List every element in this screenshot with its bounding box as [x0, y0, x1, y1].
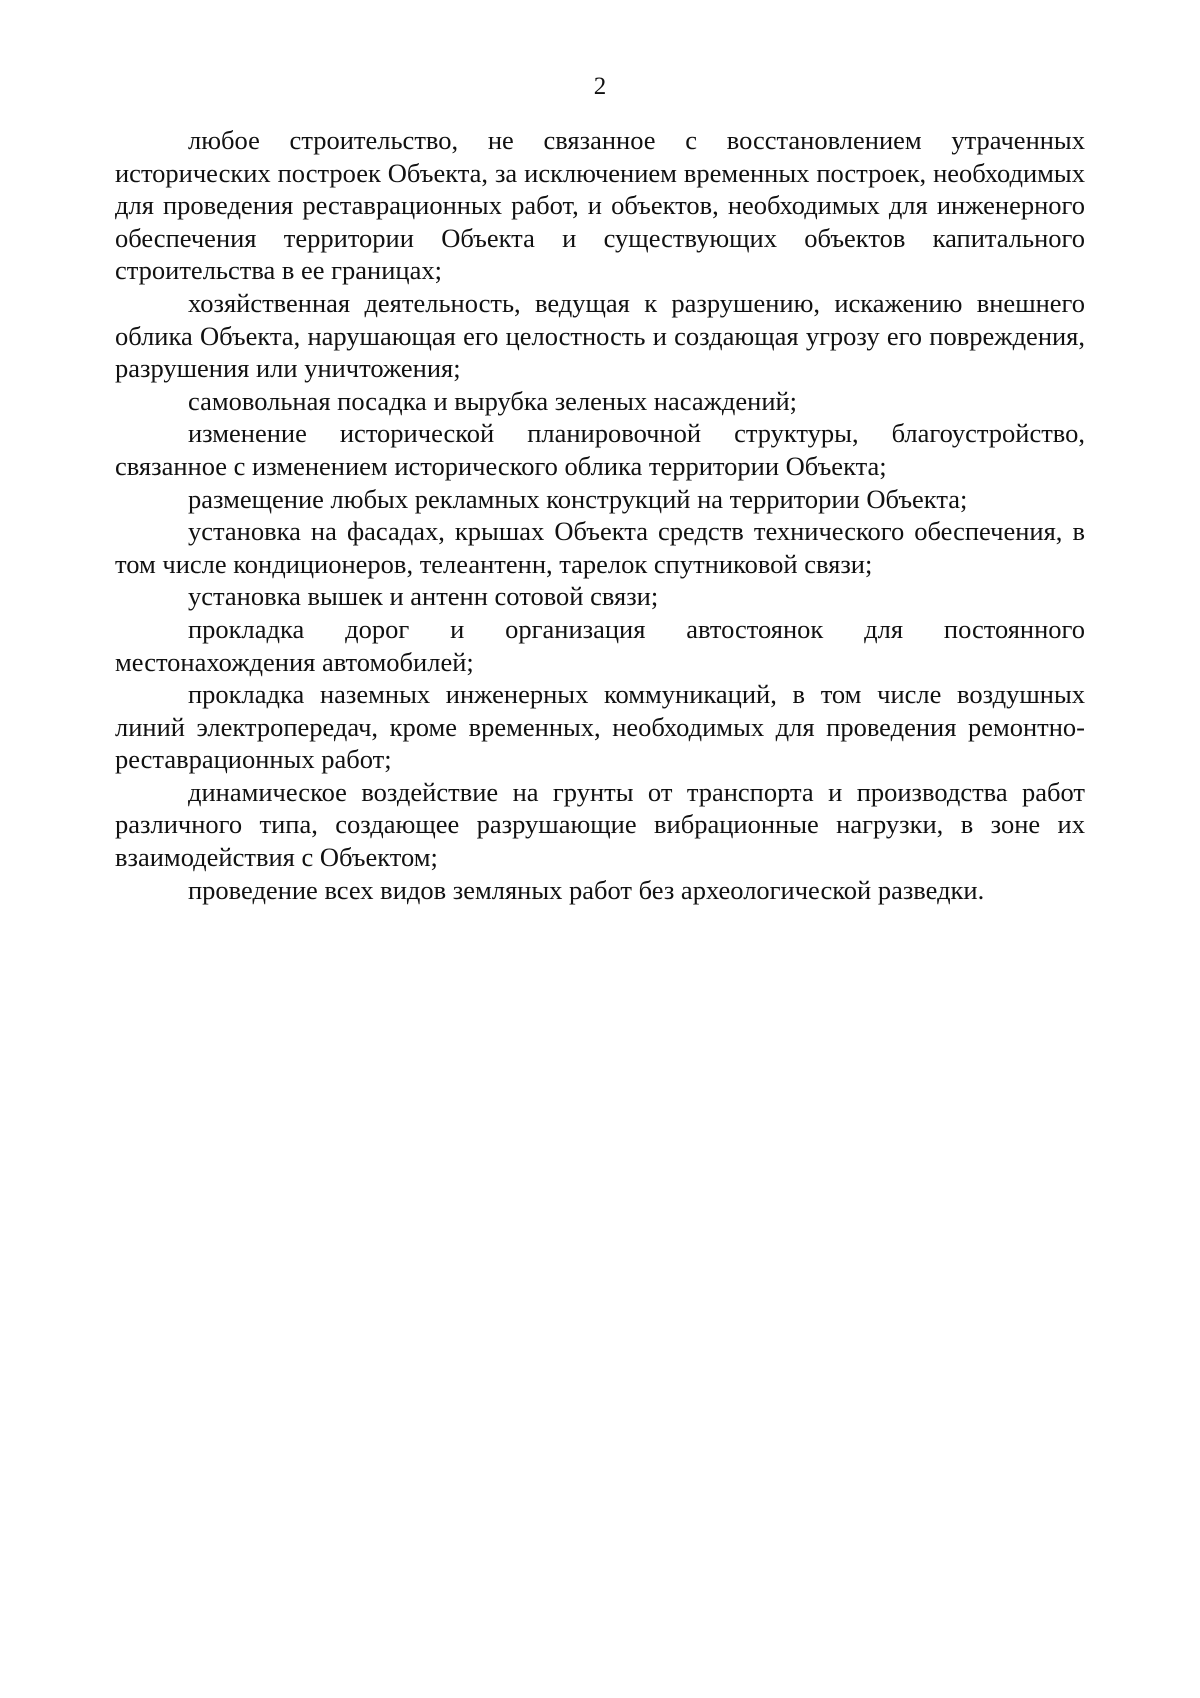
- paragraph-advertising: размещение любых рекламных конструкций на территории Объекта;: [188, 483, 968, 514]
- paragraph-dynamic-impact: динамическое воздействие на грунты от транспорта и производства работ различного типа, создающее разрушающие вибрационные нагрузки, в зоне их взаимодействия с Объектом;: [115, 776, 1085, 873]
- paragraph-roads-parking: прокладка дорог и организация автостоянок для постоянного местонахождения автомобилей;: [115, 613, 1085, 677]
- paragraph-planning-structure: изменение исторической планировочной структуры, благоустройство, связанное с изменением исторического облика территории Объекта;: [115, 418, 1085, 481]
- document-body: [115, 124, 1085, 906]
- paragraph-utilities: прокладка наземных инженерных коммуникаций, в том числе воздушных линий электропередач, кроме временных, необходимых для проведения ремонтно-реставрационных работ;: [115, 679, 1085, 775]
- paragraph-earthworks: проведение всех видов земляных работ без археологической разведки.: [188, 874, 985, 905]
- page-number: 2: [593, 73, 607, 100]
- paragraph-construction: любое строительство, не связанное с восстановлением утраченных исторических построек Объекта, за исключением временных построек, необходимых для проведения реставрационных работ, и объектов, необходимых для инженерного обеспечения территории Объекта и существующих объектов капитального строительства в ее границах;: [115, 125, 1085, 286]
- paragraph-economic-activity: хозяйственная деятельность, ведущая к разрушению, искажению внешнего облика Объекта, нарушающая его целостность и создающая угрозу его повреждения, разрушения или уничтожения;: [115, 287, 1085, 384]
- paragraph-facade-equipment: установка на фасадах, крышах Объекта средств технического обеспечения, в том числе кондиционеров, телеантенн, тарелок спутниковой связи;: [115, 516, 1085, 579]
- paragraph-green-planting: самовольная посадка и вырубка зеленых насаждений;: [188, 385, 798, 416]
- paragraph-cell-towers: установка вышек и антенн сотовой связи;: [188, 581, 659, 612]
